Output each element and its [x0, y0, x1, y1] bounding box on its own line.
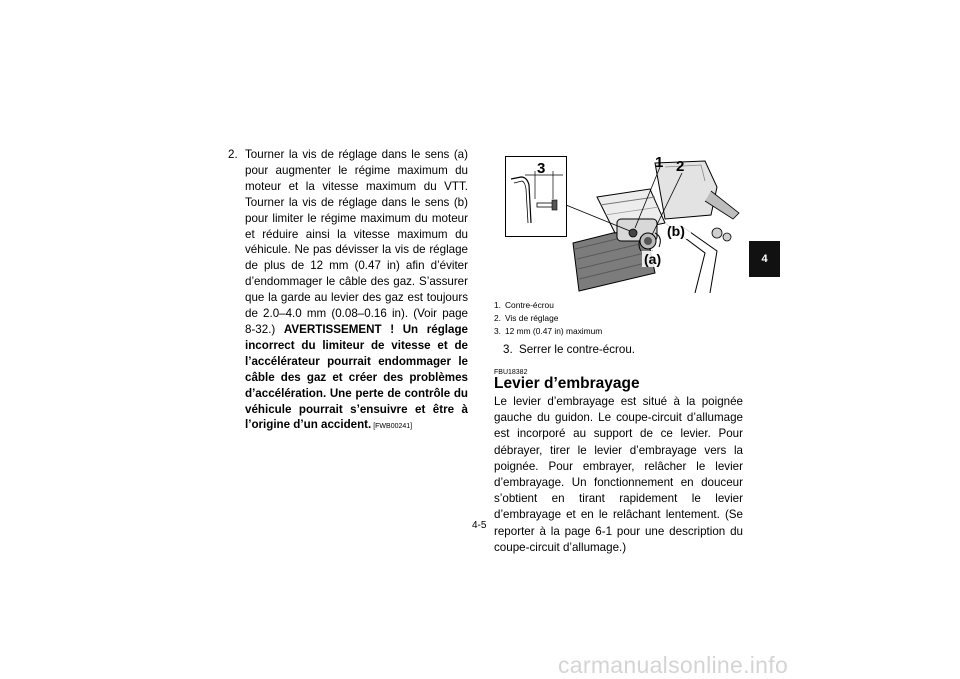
section-body: Le levier d’embrayage est situé à la poignée gauche du guidon. Le coupe-circuit d’allumage est incorporé au support de ce levier. Pour débrayer, tirer le levier d’embrayage vers la poignée. Pour embrayer, relâcher le levier d’embrayage. Un fonctionnement en douceur s’obtient en tirant rapidement le levier d’embrayage et en le relâchant lentement. (Se reporter à la page 6-1 pour une description du coupe-circuit d’allumage.): [494, 395, 743, 554]
caption-3: 3. 12 mm (0.47 in) maximum: [494, 325, 603, 336]
section-code: FBU18382: [494, 369, 528, 376]
throttle-figure: [505, 153, 743, 293]
step-3-number: 3.: [503, 343, 513, 356]
step-3-text: Serrer le contre-écrou.: [519, 343, 635, 356]
warning-code: [FWB00241]: [371, 423, 413, 431]
figure-captions: [494, 299, 744, 337]
page-number: 4-5: [472, 520, 487, 531]
caption-2: 2. Vis de réglage: [494, 312, 559, 323]
step-3: [503, 342, 635, 357]
label-b: (b): [667, 223, 685, 239]
watermark: carmanualsonline.info: [558, 652, 789, 678]
caption-1: 1. Contre-écrou: [494, 300, 554, 310]
step-2-text: Tourner la vis de réglage dans le sens (a) pour augmenter le régime maximum du moteur et la vitesse maximum du VTT. Tourner la vis de réglage dans le sens (b) pour limiter le régime maximum du moteur et réduire ainsi la vitesse maximum du véhicule. Ne pas dévisser la vis de réglage de plus de 12 mm (0.47 in) afin d’éviter d’endommager le câble des gaz. S’assurer que la garde au levier des gaz est toujours de 2.0–4.0 mm (0.08–0.16 in). (Voir page 8-32.): [245, 148, 468, 336]
label-a: (a): [644, 251, 662, 267]
label-2: 2: [676, 158, 685, 175]
warning-text: AVERTISSEMENT ! Un réglage incorrect du limiteur de vitesse et de l’accélérateur pourrait endommager le câble des gaz et créer des problèmes d’accélération. Une perte de contrôle du véhicule pourrait s’ensuivre et être à l’origine d’un accident.: [245, 322, 468, 432]
locknut: [629, 229, 637, 237]
left-column: [228, 147, 468, 435]
throttle-illustration: [505, 153, 743, 293]
chapter-tab: 4: [749, 241, 780, 277]
label-3: 3: [537, 160, 546, 177]
step-number: 2.: [228, 148, 238, 161]
inset-box: [506, 157, 567, 237]
inset-screw: [537, 203, 553, 207]
section-heading: Levier d’embrayage: [494, 375, 640, 392]
label-1: 1: [655, 154, 664, 171]
step-2: [228, 147, 468, 435]
